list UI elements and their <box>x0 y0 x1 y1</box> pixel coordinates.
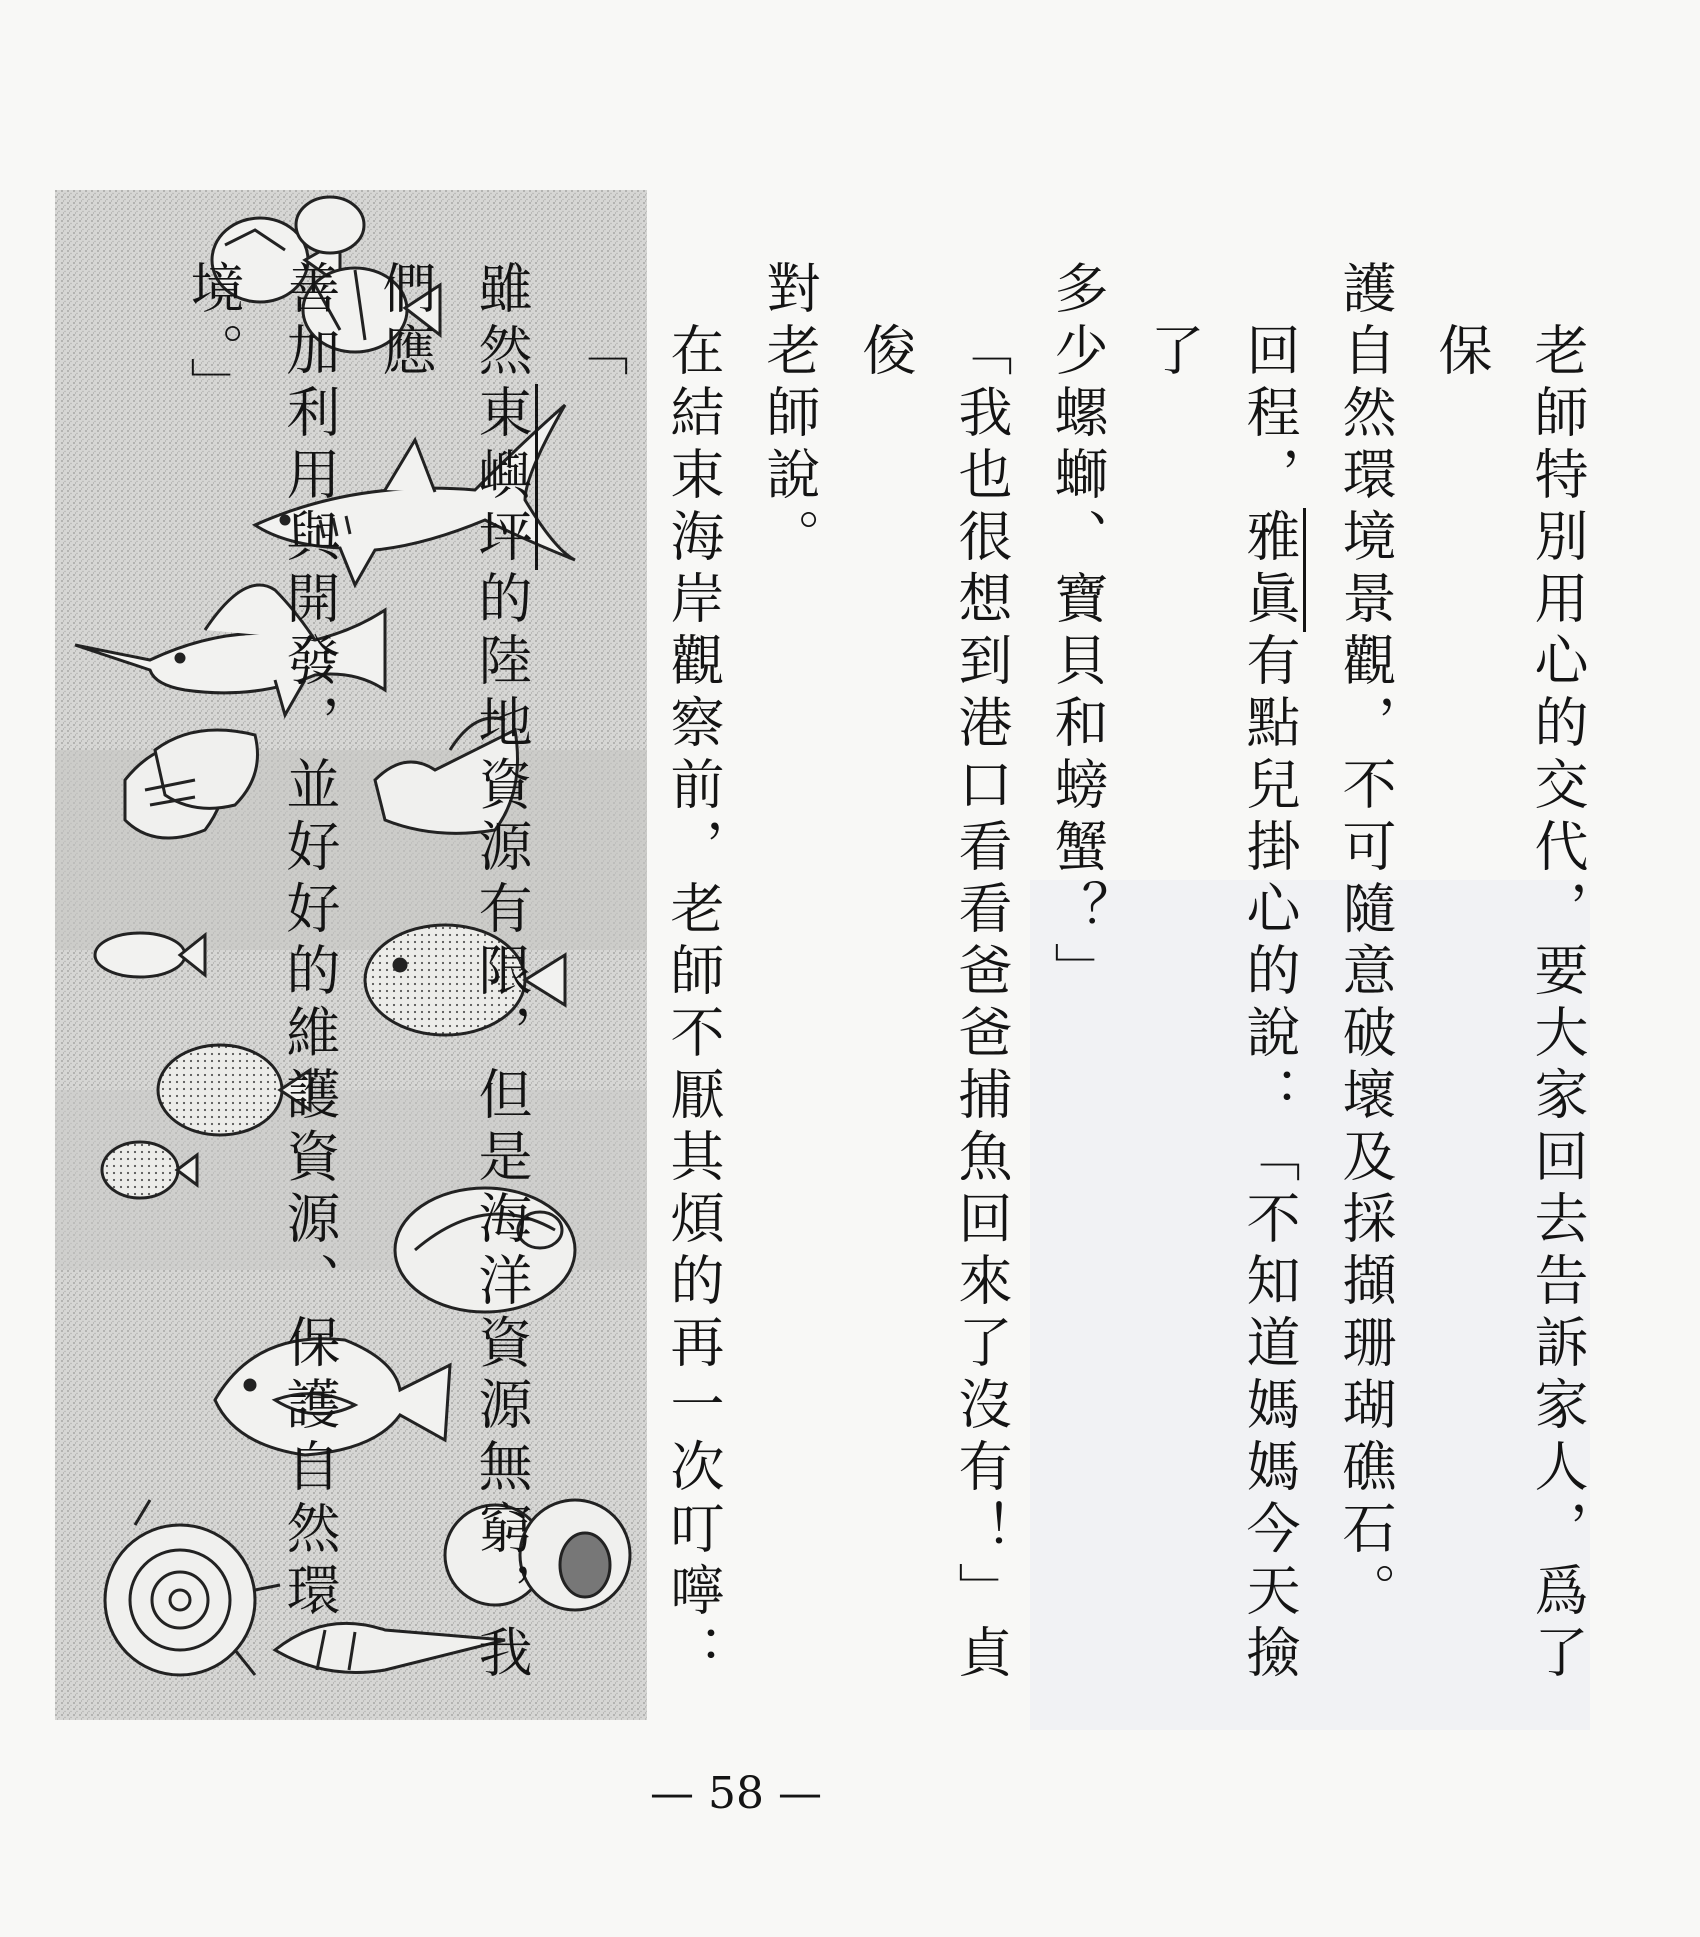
page-number: — 58 — <box>650 1768 822 1819</box>
text-line-7: 在結束海岸觀察前，老師不厭其煩的再一次叮嚀：「 <box>566 322 725 1686</box>
body-text-vertical <box>165 260 1605 1740</box>
text-line-9: 善加利用與開發，並好好的維護資源、保護自然環境。」 <box>182 260 341 1624</box>
proper-name-dongyuping: 東嶼坪 <box>470 384 538 570</box>
text-line-5: 「我也很想到港口看看爸爸捕魚回來了沒有！」貞俊 <box>854 322 1013 1686</box>
text-line-8: 雖然東嶼坪的陸地資源有限，但是海洋資源無窮，我們應 <box>357 260 549 1740</box>
text-line-2: 護自然環境景觀，不可隨意破壞及採擷珊瑚礁石。 <box>1334 260 1397 1624</box>
proper-name-yazhen: 雅眞 <box>1238 508 1306 632</box>
text-line-4: 多少螺螄、寶貝和螃蟹？」 <box>1046 260 1109 1004</box>
text-line-6: 對老師說。 <box>758 260 821 570</box>
text-line-1: 老師特別用心的交代，要大家回去告訴家人，爲了保 <box>1430 322 1589 1686</box>
text-line-3: 回程，雅眞有點兒掛心的說：「不知道媽媽今天撿了 <box>1125 322 1317 1740</box>
